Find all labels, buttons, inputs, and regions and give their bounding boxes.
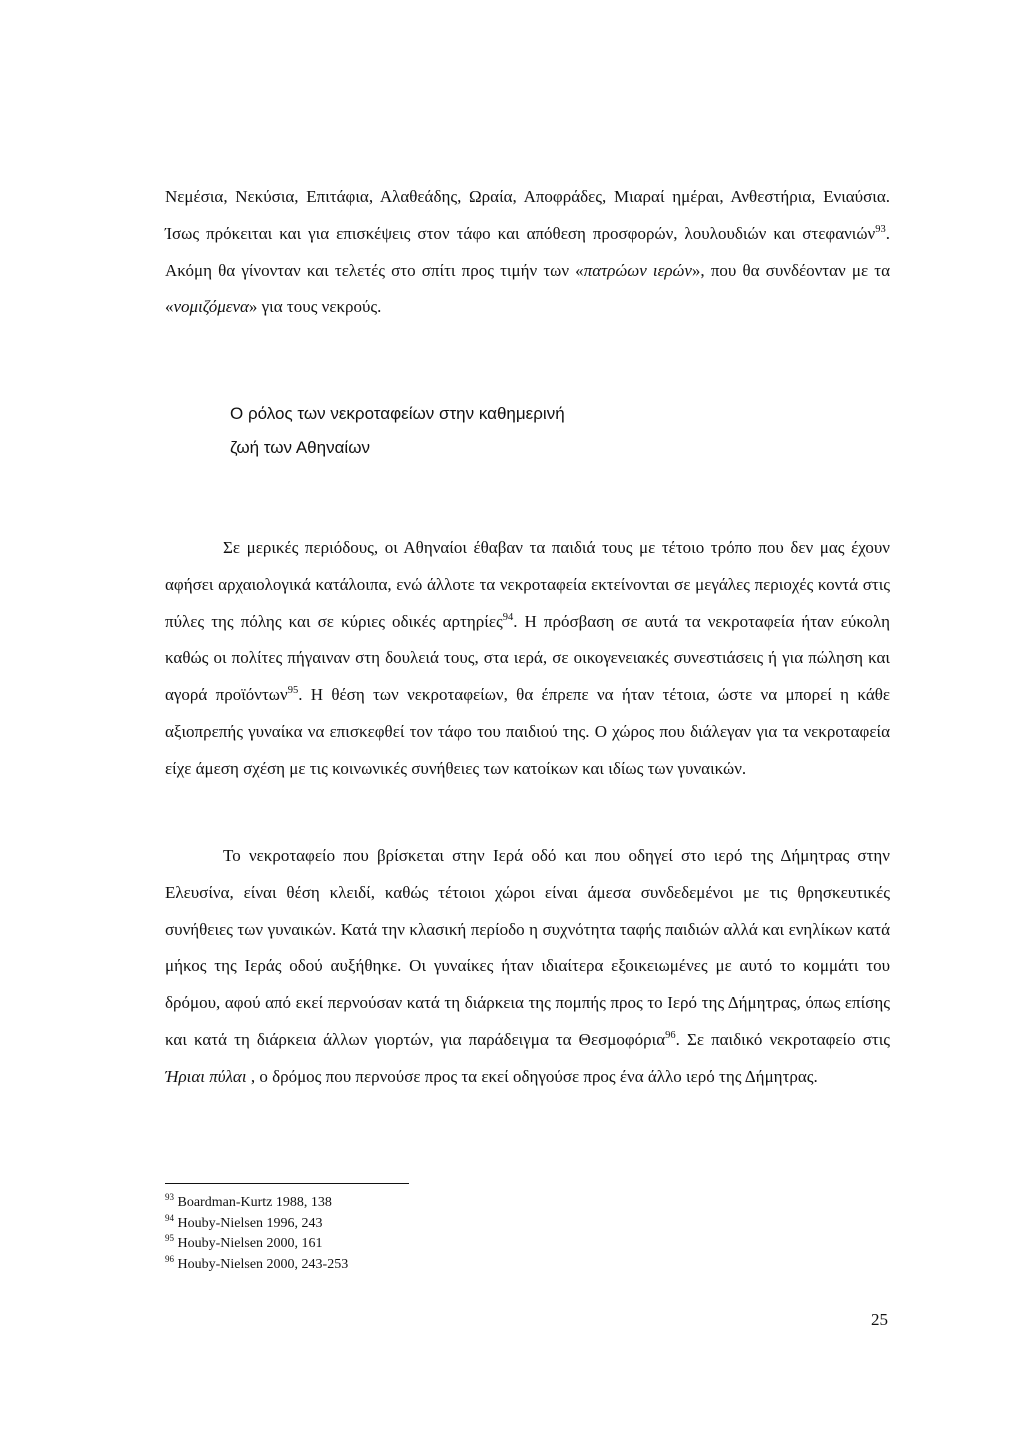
- paragraph-text: . Ακόμη θα γίνονταν και τελετές στο σπίτι προς τιμήν των «: [165, 223, 890, 280]
- footnote-ref-95[interactable]: 95: [287, 685, 299, 697]
- paragraph-text: Το νεκροταφείο που βρίσκεται στην Ιερά οδό και που οδηγεί στο ιερό της Δήμητρας στην Ελευσίνα, είναι θέση κλειδί, καθώς τέτοιοι χώροι είναι άμεσα συνδεδεμένοι με τις θρησκευτικές συνήθειες των γυναικών. Κατά την κλασική περίοδο η συχνότητα ταφής παιδιών αλλά και ενηλίκων κατά μήκος της Ιεράς οδού αυξήθηκε. Οι γυναίκες ήταν ιδιαίτερα εξοικειωμένες με αυτό το κομμάτι του δρόμου, αφού από εκεί περνούσαν κατά τη διάρκεια της πομπής προς το Ιερό της Δήμητρας, όπως επίσης και κατά τη διάρκεια άλλων γιορτών, για παράδειγμα τα Θεσμοφόρια: [165, 846, 890, 1049]
- footnote-separator: [165, 1183, 409, 1184]
- paragraph-text: », που θα συνδέονταν με τα «: [165, 260, 890, 317]
- footnote-number: 94: [165, 1212, 174, 1223]
- paragraph-text: . Η πρόσβαση σε αυτά τα νεκροταφεία ήταν εύκολη καθώς οι πολίτες πήγαιναν στη δουλειά τους, στα ιερά, σε οικογενειακές συνεστιάσεις ή για πώληση και αγορά προϊόντων: [165, 611, 890, 705]
- paragraph-festivals: [165, 179, 890, 326]
- paragraph-text: . Σε παιδικό νεκροταφείο στις: [675, 1029, 890, 1049]
- paragraph-text: , ο δρόμος που περνούσε προς τα εκεί οδηγούσε προς ένα άλλο ιερό της Δήμητρας.: [246, 1066, 818, 1086]
- footnote-text: Houby-Nielsen 2000, 243-253: [177, 1256, 349, 1272]
- paragraph-text: Νεμέσια, Νεκύσια, Επιτάφια, Αλαθεάδης, Ωραία, Αποφράδες, Μιαραί ημέραι, Ανθεστήρια, Ενιαύσια. Ίσως πρόκειται και για επισκέψεις στον τάφο και απόθεση προσφορών, λουλουδιών και στεφανιών: [165, 187, 890, 243]
- footnote-ref-94[interactable]: 94: [502, 611, 514, 623]
- footnote-text: Houby-Nielsen 2000, 161: [177, 1236, 323, 1251]
- footnote-number: 93: [165, 1192, 174, 1202]
- footnote-number: 95: [165, 1233, 174, 1243]
- footnote-item: [165, 1255, 348, 1276]
- page-number: 25: [871, 1310, 888, 1329]
- paragraph-text: Σε μερικές περιόδους, οι Αθηναίοι έθαβαν τα παιδιά τους με τέτοιο τρόπο που δεν μας έχουν αφήσει αρχαιολογικά κατάλοιπα, ενώ άλλοτε τα νεκροταφεία εκτείνονται σε μεγάλες περιοχές κοντά στις πύλες της πόλης και σε κύριες οδικές αρτηρίες: [165, 538, 890, 631]
- footnote-item: [165, 1193, 348, 1214]
- section-heading-line-2: ζωή των Αθηναίων: [230, 438, 370, 457]
- italic-term: Ήριαι πύλαι: [165, 1066, 247, 1086]
- footnote-item: [165, 1214, 348, 1235]
- footnotes-list: [165, 1193, 348, 1275]
- italic-term: νομιζόμενα: [173, 297, 249, 317]
- italic-term: πατρώων ιερών: [583, 260, 692, 280]
- footnote-ref-93[interactable]: 93: [875, 223, 886, 235]
- paragraph-text: » για τους νεκρούς.: [248, 297, 382, 317]
- paragraph-cemetery-locations: [165, 530, 890, 788]
- footnote-item: [165, 1234, 348, 1255]
- paragraph-sacred-way: [165, 838, 890, 1096]
- footnote-text: Houby-Nielsen 1996, 243: [177, 1215, 323, 1231]
- footnote-number: 96: [165, 1253, 174, 1264]
- footnote-ref-96[interactable]: 96: [665, 1029, 676, 1041]
- paragraph-text: . Η θέση των νεκροταφείων, θα έπρεπε να ήταν τέτοια, ώστε να μπορεί η κάθε αξιοπρεπής γυναίκα να επισκεφθεί τον τάφο του παιδιού της. Ο χώρος που διάλεγαν για τα νεκροταφεία είχε άμεση σχέση με τις κοινωνικές συνήθειες των κατοίκων και ιδίως των γυναικών.: [165, 685, 891, 778]
- section-heading-line-1: Ο ρόλος των νεκροταφείων στην καθημερινή: [230, 404, 565, 423]
- section-heading: [230, 397, 790, 465]
- footnote-text: Boardman-Kurtz 1988, 138: [177, 1195, 332, 1210]
